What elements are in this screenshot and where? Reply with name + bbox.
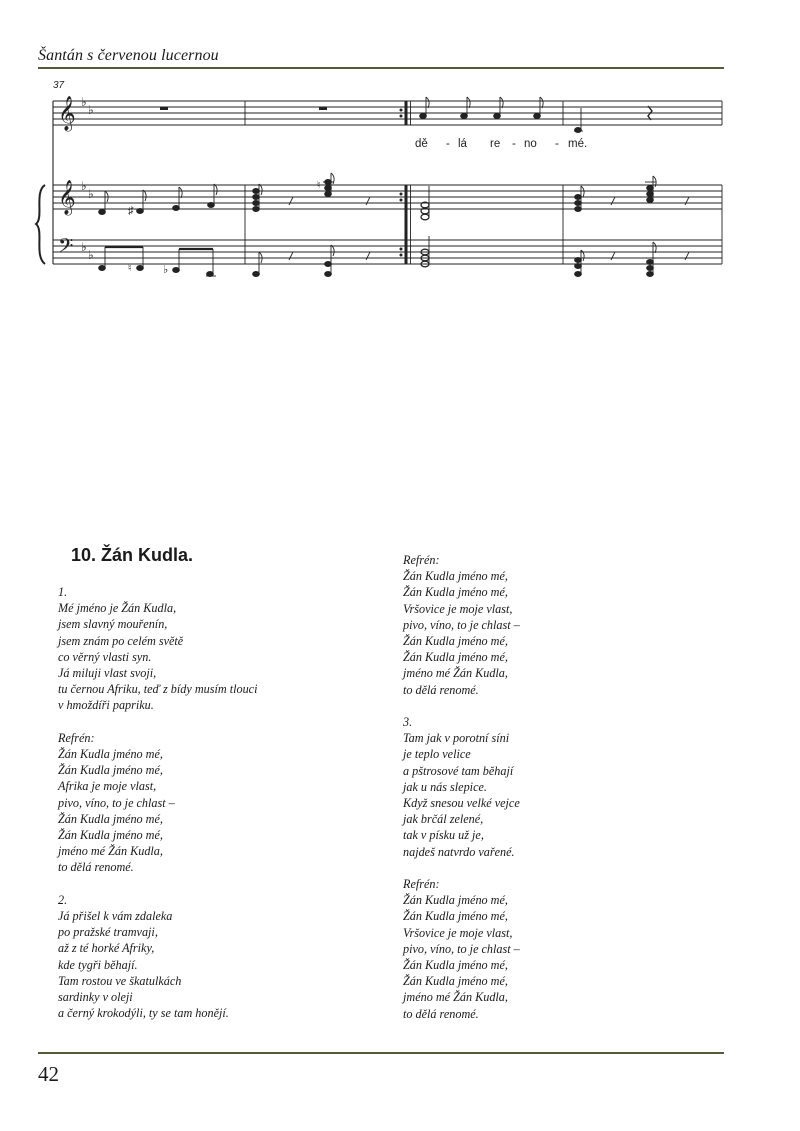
piano-treble-staff	[53, 185, 722, 209]
lyric-syllable: mé.	[568, 138, 588, 150]
verse-line: jsem znám po celém světě	[58, 633, 184, 648]
verse-line: a černý krokodýli, ty se tam honějí.	[58, 1006, 229, 1021]
lyric-syllable: -	[555, 138, 559, 150]
verse-line: Žán Kudla jméno mé,	[403, 958, 508, 973]
lyrics	[415, 138, 587, 150]
verse-line: pivo, víno, to je chlast –	[58, 795, 175, 810]
lyrics-column-left	[58, 584, 257, 1038]
verse-line: Žán Kudla jméno mé,	[58, 747, 163, 762]
svg-text:♭: ♭	[88, 187, 94, 201]
verse-line: Vršovice je moje vlast,	[403, 925, 513, 940]
verse-line: Žán Kudla jméno mé,	[58, 828, 163, 843]
verse-line: Žán Kudla jméno mé,	[403, 909, 508, 924]
verse-line: Já přišel k vám zdaleka	[58, 909, 173, 924]
verse-line: co věrný vlasti syn.	[58, 649, 152, 664]
lyric-syllable: no	[524, 138, 537, 150]
svg-text:♭: ♭	[81, 240, 87, 254]
footer-rule	[38, 1052, 724, 1054]
verse-line: 2.	[58, 892, 68, 907]
lyric-syllable: -	[512, 138, 516, 150]
verse-line: jsem slavný mouřenín,	[58, 617, 168, 632]
lyrics-column-right	[403, 552, 520, 1038]
svg-text:♭: ♭	[81, 95, 87, 109]
stanza	[403, 552, 520, 698]
page-number: 42	[38, 1062, 59, 1086]
stanza	[58, 892, 257, 1022]
treble-clef-icon: 𝄞	[58, 96, 76, 131]
verse-line: tu černou Afriku, teď z bídy musím tlouci	[58, 682, 258, 697]
verse-line: jak u nás slepice.	[403, 779, 487, 794]
verse-line: Žán Kudla jméno mé,	[403, 569, 508, 584]
verse-line: Mé jméno je Žán Kudla,	[58, 601, 177, 616]
verse-line: to dělá renomé.	[403, 682, 479, 697]
verse-line: až z té horké Afriky,	[58, 941, 155, 956]
verse-line: pivo, víno, to je chlast –	[403, 941, 520, 956]
stanza	[58, 730, 257, 876]
lyric-syllable: dě	[415, 138, 428, 150]
piano-brace	[36, 185, 45, 264]
verse-line: to dělá renomé.	[403, 1006, 479, 1021]
verse-line: to dělá renomé.	[58, 860, 134, 875]
verse-line: Refrén:	[403, 877, 440, 892]
lyric-syllable: re	[490, 138, 501, 150]
verse-line: Refrén:	[403, 553, 440, 567]
verse-line: Žán Kudla jméno mé,	[403, 585, 508, 600]
verse-line: Když snesou velké vejce	[403, 796, 520, 811]
verse-line: tak v písku už je,	[403, 828, 484, 843]
lyric-syllable: -	[446, 138, 450, 150]
voice-staff	[53, 101, 722, 125]
stanza	[403, 714, 520, 860]
verse-line: Refrén:	[58, 730, 95, 745]
verse-line: po pražské tramvaji,	[58, 925, 158, 940]
svg-text:♭: ♭	[88, 103, 94, 117]
verse-line: Já miluji vlast svoji,	[58, 666, 157, 681]
verse-line: sardinky v oleji	[58, 990, 133, 1005]
verse-line: najdeš natvrdo vařené.	[403, 844, 515, 859]
header-rule	[38, 67, 724, 69]
verse-line: 1.	[58, 585, 68, 599]
svg-text:♭: ♭	[81, 179, 87, 193]
verse-line: Žán Kudla jméno mé,	[58, 763, 163, 778]
verse-line: Žán Kudla jméno mé,	[403, 974, 508, 989]
verse-line: Tam rostou ve škatulkách	[58, 973, 182, 988]
verse-line: jak brčál zelené,	[403, 812, 484, 827]
song-title: 10. Žán Kudla.	[71, 545, 194, 565]
verse-line: Tam jak v porotní síni	[403, 731, 510, 746]
verse-line: pivo, víno, to je chlast –	[403, 617, 520, 632]
verse-line: jméno mé Žán Kudla,	[403, 666, 508, 681]
treble-clef-icon: 𝄞	[58, 180, 76, 215]
verse-line: jméno mé Žán Kudla,	[403, 990, 508, 1005]
lyric-syllable: lá	[458, 138, 467, 150]
verse-line: je teplo velice	[403, 747, 471, 762]
verse-line: Vršovice je moje vlast,	[403, 601, 513, 616]
svg-text:♭: ♭	[88, 248, 94, 262]
verse-line: Žán Kudla jméno mé,	[403, 634, 508, 649]
svg-text:♮: ♮	[317, 180, 321, 191]
stanza	[58, 584, 257, 714]
verse-line: Žán Kudla jméno mé,	[403, 893, 508, 908]
verse-line: Afrika je moje vlast,	[58, 779, 157, 794]
verse-line: Žán Kudla jméno mé,	[403, 650, 508, 665]
music-score	[0, 70, 800, 280]
svg-text:♯: ♯	[128, 205, 134, 217]
verse-line: 3.	[403, 715, 413, 730]
verse-line: kde tygři běhají.	[58, 957, 138, 972]
bass-clef-icon: 𝄢	[58, 234, 74, 262]
verse-line: a pštrosové tam běhají	[403, 763, 514, 778]
svg-text:♮: ♮	[128, 263, 132, 274]
stanza	[403, 876, 520, 1022]
measure-number: 37	[53, 80, 65, 91]
verse-line: Žán Kudla jméno mé,	[58, 811, 163, 826]
piano-bass-staff	[53, 240, 722, 264]
svg-text:♭: ♭	[163, 264, 169, 276]
running-head: Šantán s červenou lucernou	[38, 47, 219, 64]
verse-line: jméno mé Žán Kudla,	[58, 844, 163, 859]
verse-line: v hmoždíři papriku.	[58, 698, 154, 713]
